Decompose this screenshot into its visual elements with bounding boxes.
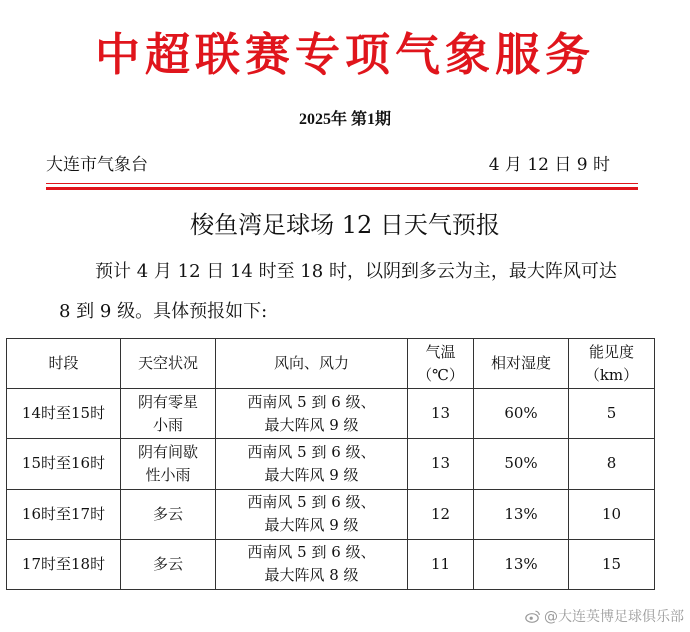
cell-wind bbox=[216, 439, 408, 489]
weibo-icon bbox=[525, 609, 541, 623]
header-divider-thick bbox=[46, 187, 638, 190]
sky-line: 阴有零星 bbox=[137, 392, 198, 411]
cell-period: 16时至17时 bbox=[7, 489, 121, 539]
watermark-text: @大连英博足球俱乐部 bbox=[544, 609, 684, 625]
header-vis-label: 能见度 bbox=[588, 342, 634, 361]
cell-sky bbox=[121, 439, 216, 489]
wind-line: 最大阵风 9 级 bbox=[264, 516, 359, 535]
header-wind: 风向、风力 bbox=[216, 339, 408, 389]
table-row bbox=[7, 439, 655, 489]
weibo-watermark bbox=[525, 606, 684, 626]
cell-temperature: 12 bbox=[408, 489, 474, 539]
forecast-table bbox=[6, 338, 655, 590]
header-temperature bbox=[408, 339, 474, 389]
cell-temperature: 13 bbox=[408, 389, 474, 439]
cell-wind bbox=[216, 389, 408, 439]
header-period: 时段 bbox=[7, 339, 121, 389]
masthead-title: 中超联赛专项气象服务 bbox=[94, 28, 595, 81]
cell-humidity: 50% bbox=[474, 439, 569, 489]
header-sky: 天空状况 bbox=[121, 339, 216, 389]
wind-line: 西南风 5 到 6 级、 bbox=[247, 493, 376, 512]
wind-line: 西南风 5 到 6 级、 bbox=[247, 543, 376, 562]
cell-temperature: 11 bbox=[408, 539, 474, 589]
cell-humidity: 60% bbox=[474, 389, 569, 439]
sky-line: 小雨 bbox=[152, 415, 183, 434]
cell-visibility: 15 bbox=[569, 539, 655, 589]
wind-line: 西南风 5 到 6 级、 bbox=[247, 442, 376, 461]
table-row bbox=[7, 539, 655, 589]
header-temp-unit: （℃） bbox=[417, 365, 464, 384]
cell-sky bbox=[121, 389, 216, 439]
cell-period: 14时至15时 bbox=[7, 389, 121, 439]
cell-humidity: 13% bbox=[474, 539, 569, 589]
table-row bbox=[7, 389, 655, 439]
cell-humidity: 13% bbox=[474, 489, 569, 539]
cell-temperature: 13 bbox=[408, 439, 474, 489]
header-temp-label: 气温 bbox=[425, 342, 456, 361]
forecast-title: 梭鱼湾足球场 12 日天气预报 bbox=[190, 211, 500, 239]
cell-wind bbox=[216, 539, 408, 589]
header-vis-unit: （km） bbox=[584, 365, 639, 384]
cell-visibility: 8 bbox=[569, 439, 655, 489]
wind-line: 最大阵风 9 级 bbox=[264, 465, 359, 484]
issuer-name: 大连市气象台 bbox=[46, 155, 148, 175]
sky-line: 性小雨 bbox=[145, 465, 191, 484]
table-row bbox=[7, 489, 655, 539]
issue-number: 2025年 第1期 bbox=[298, 111, 391, 128]
wind-line: 最大阵风 8 级 bbox=[264, 566, 359, 585]
issue-date: 4 月 12 日 9 时 bbox=[488, 155, 610, 175]
header-visibility bbox=[569, 339, 655, 389]
cell-visibility: 10 bbox=[569, 489, 655, 539]
cell-sky: 多云 bbox=[121, 539, 216, 589]
sky-line: 阴有间歇 bbox=[137, 442, 198, 461]
wind-line: 最大阵风 9 级 bbox=[264, 415, 359, 434]
table-header-row bbox=[7, 339, 655, 389]
cell-period: 17时至18时 bbox=[7, 539, 121, 589]
forecast-summary: 预计 4 月 12 日 14 时至 18 时，以阴到多云为主，最大阵风可达 8 到 9 级。具体预报如下: bbox=[59, 261, 617, 322]
wind-line: 西南风 5 到 6 级、 bbox=[247, 392, 376, 411]
header-divider-thin bbox=[46, 183, 638, 184]
cell-sky: 多云 bbox=[121, 489, 216, 539]
cell-period: 15时至16时 bbox=[7, 439, 121, 489]
cell-wind bbox=[216, 489, 408, 539]
cell-visibility: 5 bbox=[569, 389, 655, 439]
header-humidity: 相对湿度 bbox=[474, 339, 569, 389]
